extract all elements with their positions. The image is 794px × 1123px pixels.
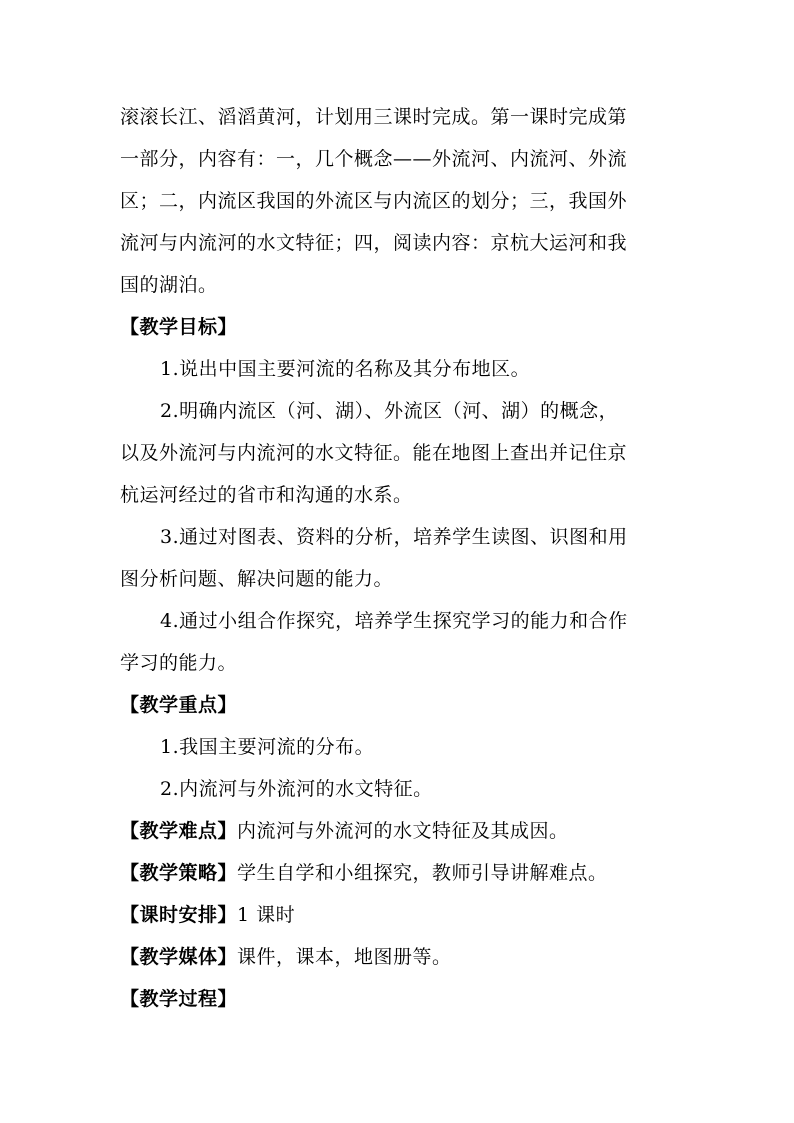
key-point-item-1: 1.我国主要河流的分布。 bbox=[160, 736, 375, 758]
schedule-row bbox=[120, 902, 680, 928]
objective-item-3: 3.通过对图表、资料的分析，培养学生读图、识图和用 bbox=[160, 526, 628, 548]
schedule-text: 1 课时 bbox=[237, 904, 296, 926]
intro-line-5: 国的湖泊。 bbox=[120, 274, 218, 296]
strategy-row bbox=[120, 860, 680, 886]
difficulty-heading: 【教学难点】 bbox=[120, 820, 238, 842]
key-points-heading: 【教学重点】 bbox=[120, 694, 238, 716]
strategy-heading: 【教学策略】 bbox=[120, 862, 238, 884]
intro-line-3: 区；二，内流区我国的外流区与内流区的划分；三，我国外 bbox=[120, 190, 628, 212]
schedule-heading: 【课时安排】 bbox=[120, 904, 238, 926]
media-heading: 【教学媒体】 bbox=[120, 946, 238, 968]
objective-item-2: 2.明确内流区（河、湖）、外流区（河、湖）的概念， bbox=[160, 400, 619, 422]
difficulty-row bbox=[120, 818, 680, 844]
intro-line-2: 一部分，内容有：一，几个概念——外流河、内流河、外流 bbox=[120, 148, 628, 170]
process-heading: 【教学过程】 bbox=[120, 988, 238, 1010]
key-point-item-2: 2.内流河与外流河的水文特征。 bbox=[160, 778, 433, 800]
objective-item-2-cont-1: 以及外流河与内流河的水文特征。能在地图上查出并记住京 bbox=[120, 442, 628, 464]
objective-item-3-cont: 图分析问题、解决问题的能力。 bbox=[120, 568, 394, 590]
intro-line-4: 流河与内流河的水文特征；四，阅读内容：京杭大运河和我 bbox=[120, 232, 628, 254]
objective-item-4: 4.通过小组合作探究，培养学生探究学习的能力和合作 bbox=[160, 610, 628, 632]
intro-line-1: 滚滚长江、滔滔黄河，计划用三课时完成。第一课时完成第 bbox=[120, 106, 628, 128]
objective-item-2-cont-2: 杭运河经过的省市和沟通的水系。 bbox=[120, 484, 413, 506]
media-row bbox=[120, 944, 680, 970]
difficulty-text: 内流河与外流河的水文特征及其成因。 bbox=[237, 820, 569, 842]
strategy-text: 学生自学和小组探究，教师引导讲解难点。 bbox=[237, 862, 608, 884]
media-text: 课件，课本，地图册等。 bbox=[237, 946, 452, 968]
objective-item-4-cont: 学习的能力。 bbox=[120, 652, 238, 674]
objectives-heading: 【教学目标】 bbox=[120, 316, 238, 338]
objective-item-1: 1.说出中国主要河流的名称及其分布地区。 bbox=[160, 358, 531, 380]
